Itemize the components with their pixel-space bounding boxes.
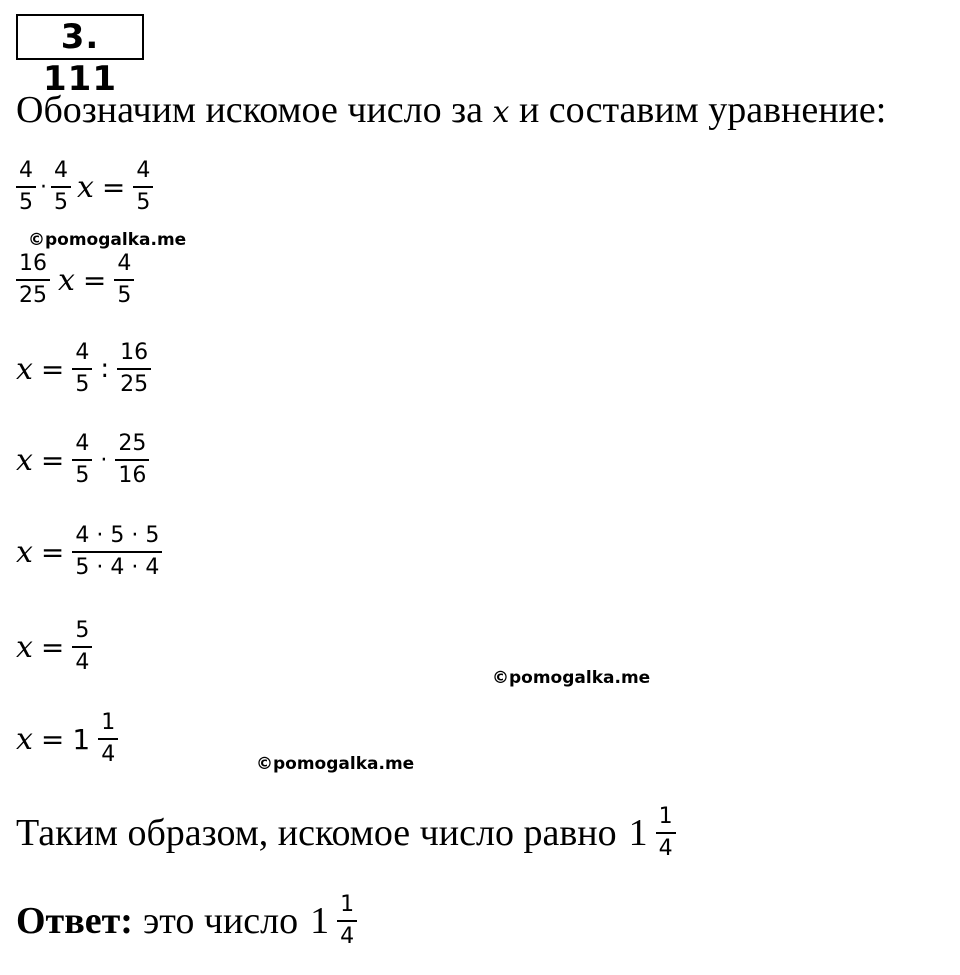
- multiply-dot: ·: [40, 174, 47, 200]
- numerator: 4: [51, 160, 71, 188]
- fraction: [72, 620, 92, 674]
- divide-colon: :: [100, 354, 110, 384]
- multiply-dot: ·: [100, 447, 108, 473]
- equals-sign: =: [101, 170, 126, 204]
- task-number-box: [16, 14, 144, 99]
- numerator: 1: [98, 712, 118, 740]
- answer-line: [16, 894, 357, 948]
- denominator: 4: [75, 650, 90, 675]
- numerator: 16: [117, 342, 151, 370]
- numerator: 25: [115, 433, 149, 461]
- equals-sign: =: [40, 722, 65, 756]
- fraction: [72, 525, 162, 579]
- fraction: [16, 253, 50, 307]
- denominator: 5 · 4 · 4: [75, 555, 160, 580]
- denominator: 4: [101, 742, 116, 767]
- variable: x: [77, 169, 94, 205]
- watermark: ©pomogalka.me: [28, 230, 187, 250]
- fraction: [115, 433, 149, 487]
- equals-sign: =: [40, 443, 65, 477]
- answer-label: Ответ:: [16, 900, 133, 942]
- denominator: 4: [658, 836, 673, 861]
- denominator: 5: [117, 283, 132, 308]
- step-6: [16, 620, 92, 674]
- denominator: 5: [75, 372, 90, 397]
- denominator: 25: [19, 283, 47, 308]
- equals-sign: =: [40, 535, 65, 569]
- step-1: [16, 160, 153, 214]
- numerator: 1: [656, 806, 676, 834]
- conclusion-line: [16, 806, 676, 860]
- numerator: 4: [72, 342, 92, 370]
- equals-sign: =: [40, 352, 65, 386]
- fraction: [72, 342, 92, 396]
- numerator: 4: [114, 253, 134, 281]
- numerator: 4: [72, 433, 92, 461]
- step-7: [16, 712, 118, 766]
- fraction: [16, 160, 36, 214]
- variable: x: [58, 262, 75, 298]
- variable: x: [16, 351, 33, 387]
- intro-line: [16, 88, 886, 132]
- variable: x: [16, 442, 33, 478]
- intro-after: и составим уравнение:: [518, 89, 887, 131]
- fraction: [133, 160, 153, 214]
- denominator: 5: [54, 190, 68, 215]
- fraction: [656, 806, 676, 860]
- integer-part: 1: [628, 812, 648, 854]
- denominator: 4: [340, 924, 355, 949]
- intro-before: Обозначим искомое число за: [16, 89, 484, 131]
- numerator: 16: [16, 253, 50, 281]
- fraction: [117, 342, 151, 396]
- integer-part: 1: [72, 722, 91, 756]
- denominator: 16: [118, 463, 147, 488]
- integer-part: 1: [310, 900, 330, 942]
- fraction: [72, 433, 92, 487]
- conclusion-text: Таким образом, искомое число равно: [16, 812, 617, 854]
- fraction: [337, 894, 357, 948]
- watermark: ©pomogalka.me: [256, 754, 415, 774]
- intro-variable: x: [492, 95, 510, 130]
- step-4: [16, 433, 149, 487]
- numerator: 4 · 5 · 5: [72, 525, 162, 553]
- variable: x: [16, 534, 33, 570]
- step-3: [16, 342, 151, 396]
- step-5: [16, 525, 162, 579]
- denominator: 5: [136, 190, 151, 215]
- denominator: 25: [120, 372, 149, 397]
- numerator: 4: [16, 160, 36, 188]
- fraction: [98, 712, 118, 766]
- fraction: [51, 160, 71, 214]
- answer-text: это число: [142, 900, 299, 942]
- step-2: [16, 253, 134, 307]
- equals-sign: =: [82, 263, 107, 297]
- denominator: 5: [19, 190, 33, 215]
- fraction: [114, 253, 134, 307]
- watermark: ©pomogalka.me: [492, 668, 651, 688]
- numerator: 1: [337, 894, 357, 922]
- variable: x: [16, 721, 33, 757]
- task-number: 3. 111: [43, 17, 117, 99]
- equals-sign: =: [40, 630, 65, 664]
- denominator: 5: [75, 463, 90, 488]
- numerator: 5: [72, 620, 92, 648]
- numerator: 4: [133, 160, 153, 188]
- variable: x: [16, 629, 33, 665]
